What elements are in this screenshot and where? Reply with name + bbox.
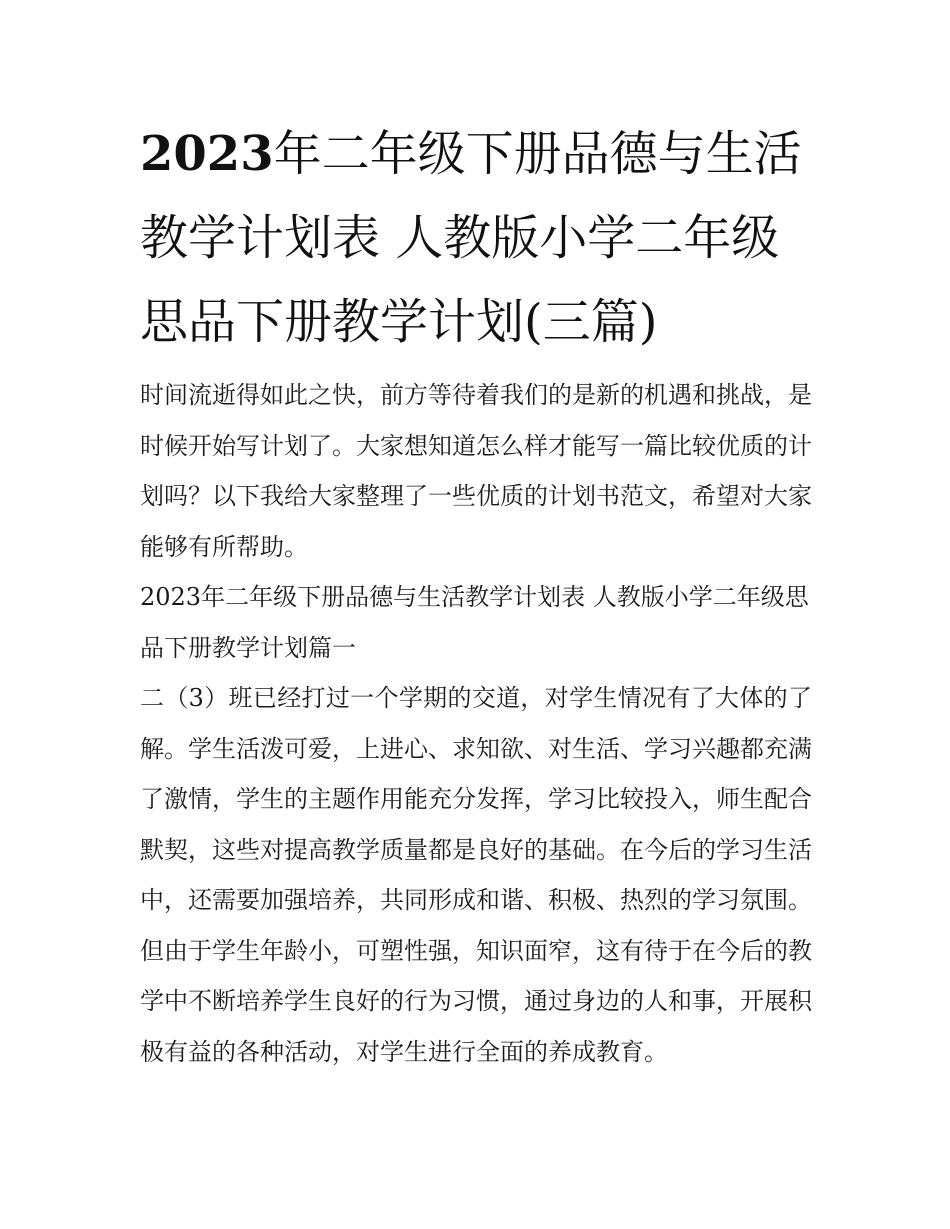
section-title: 2023年二年级下册品德与生活教学计划表 人教版小学二年级思品下册教学计划篇一 [140, 583, 809, 662]
body-paragraph: 二（3）班已经打过一个学期的交道，对学生情况有了大体的了解。学生活泼可爱，上进心、求知欲、对生活、学习兴趣都充满了激情，学生的主题作用能充分发挥，学习比较投入，师生配合默契，这些对提高教学质量都是良好的基础。在今后的学习生活中，还需要加强培养，共同形成和谐、积极、热烈的学习氛围。但由于学生年龄小，可塑性强，知识面窄，这有待于在今后的教学中不断培养学生良好的行为习惯，通过身边的人和事，开展积极有益的各种活动，对学生进行全面的养成教育。 [140, 684, 812, 1066]
document-page [140, 112, 812, 1077]
title-text: 年二年级下册品德与生活教学计划表 人教版小学二年级思品下册教学计划(三篇) [140, 126, 802, 350]
title-year: 2023 [140, 126, 274, 182]
intro-paragraph: 时间流逝得如此之快，前方等待着我们的是新的机遇和挑战，是时候开始写计划了。大家想知道怎么样才能写一篇比较优质的计划吗？以下我给大家整理了一些优质的计划书范文，希望对大家能够有所帮助。 [140, 381, 812, 561]
document-title [140, 112, 812, 364]
